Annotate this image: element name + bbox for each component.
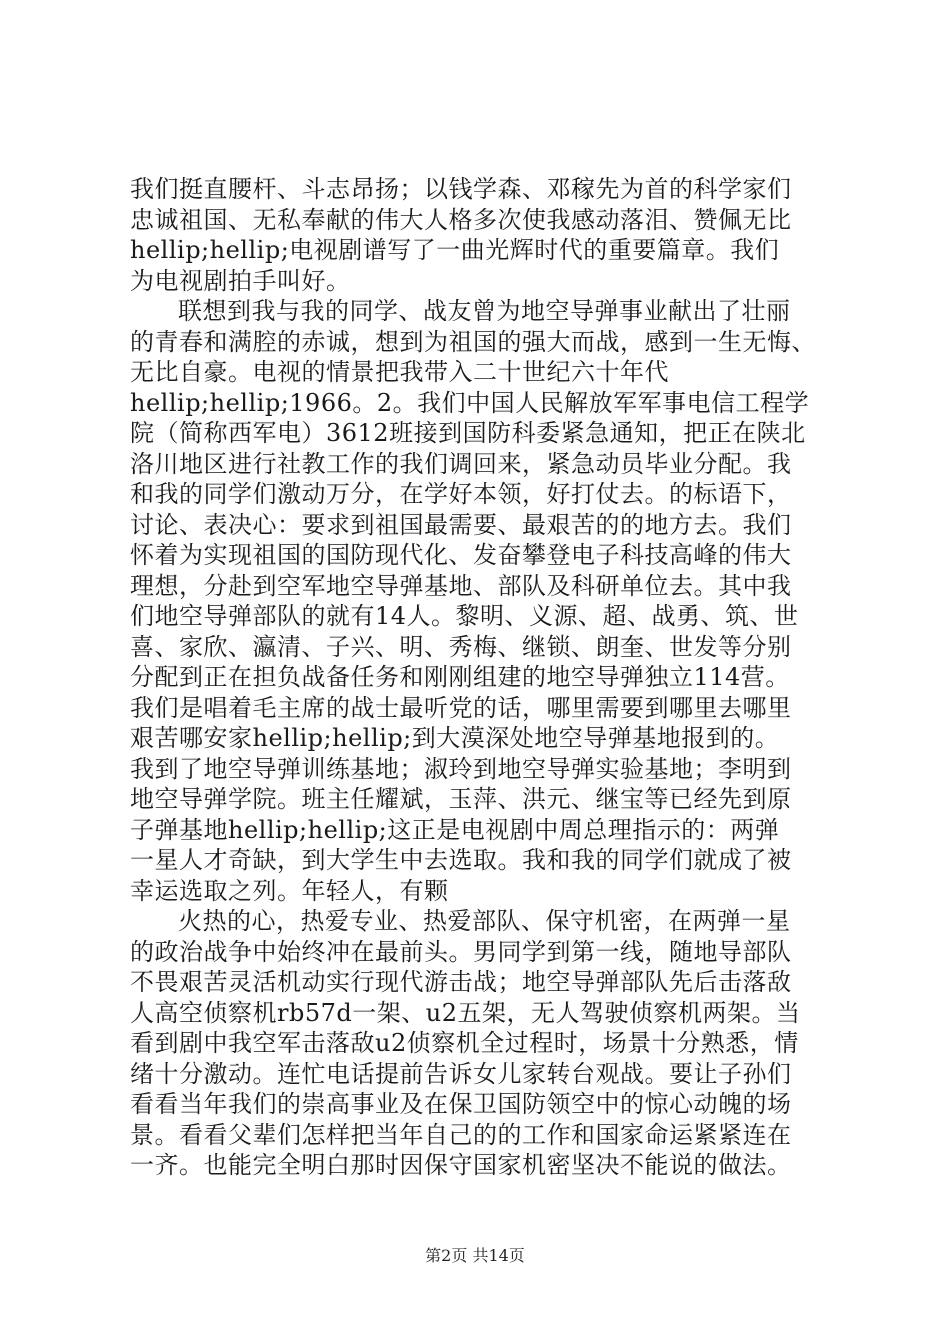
text-line: 洛川地区进行社教工作的我们调回来，紧急动员毕业分配。我 <box>130 449 792 478</box>
text-line: 人高空侦察机rb57d一架、u2五架，无人驾驶侦察机两架。当 <box>130 998 801 1027</box>
text-line: 一齐。也能完全明白那时因保守国家机密坚决不能说的做法。 <box>130 1151 792 1179</box>
text-line: 不畏艰苦灵活机动实行现代游击战；地空导弹部队先后击落敌 <box>130 968 792 996</box>
text-line: 无比自豪。电视的情景把我带入二十世纪六十年代 <box>130 358 669 386</box>
text-line: 我们挺直腰杆、斗志昂扬；以钱学森、邓稼先为首的科学家们 <box>130 175 792 203</box>
text-line: 的青春和满腔的赤诚，想到为祖国的强大而战，感到一生无悔、 <box>130 327 816 356</box>
text-line: 分配到正在担负战备任务和刚刚组建的地空导弹独立114营。 <box>130 663 790 691</box>
text-line: 忠诚祖国、无私奉献的伟大人格多次使我感动落泪、赞佩无比 <box>130 205 792 234</box>
text-line: 联想到我与我的同学、战友曾为地空导弹事业献出了壮丽 <box>178 297 791 325</box>
text-line: 绪十分激动。连忙电话提前告诉女儿家转台观战。要让子孙们 <box>130 1059 792 1088</box>
page-footer: 第2页 共14页 <box>425 1246 525 1265</box>
text-line: 的政治战争中始终冲在最前头。男同学到第一线，随地导部队 <box>130 937 792 966</box>
body-text <box>130 174 830 1181</box>
text-line: 看看当年我们的崇高事业及在保卫国防领空中的惊心动魄的场 <box>130 1090 792 1118</box>
text-line: 院（简称西军电）3612班接到国防科委紧急通知，把正在陕北 <box>130 419 806 447</box>
text-line: hellip;hellip;电视剧谱写了一曲光辉时代的重要篇章。我们 <box>130 236 780 264</box>
text-line: 艰苦哪安家hellip;hellip;到大漠深处地空导弹基地报到的。 <box>130 724 780 752</box>
text-line: 一星人才奇缺，到大学生中去选取。我和我的同学们就成了被 <box>130 846 792 874</box>
text-line: 地空导弹学院。班主任耀斌，玉萍、洪元、继宝等已经先到原 <box>130 785 792 813</box>
text-line: 怀着为实现祖国的国防现代化、发奋攀登电子科技高峰的伟大 <box>130 541 792 569</box>
text-line: 幸运选取之列。年轻人，有颗 <box>130 876 449 905</box>
text-line: 为电视剧拍手叫好。 <box>130 266 351 295</box>
text-line: 喜、家欣、瀛清、子兴、明、秀梅、继锁、朗奎、世发等分别 <box>130 632 792 661</box>
text-line: 我到了地空导弹训练基地；淑玲到地空导弹实验基地；李明到 <box>130 754 792 783</box>
text-line: 景。看看父辈们怎样把当年自己的的工作和国家命运紧紧连在 <box>130 1120 792 1149</box>
text-line: 和我的同学们激动万分，在学好本领，好打仗去。的标语下， <box>130 480 792 508</box>
text-line: 理想，分赴到空军地空导弹基地、部队及科研单位去。其中我 <box>130 571 792 600</box>
text-line: 看到剧中我空军击落敌u2侦察机全过程时，场景十分熟悉，情 <box>130 1029 799 1057</box>
text-line: 们地空导弹部队的就有14人。黎明、义源、超、战勇、筑、世 <box>130 602 799 630</box>
text-line: 子弹基地hellip;hellip;这正是电视剧中周总理指示的：两弹 <box>130 815 780 844</box>
text-line: hellip;hellip;1966。2。我们中国人民解放军军事电信工程学 <box>130 388 810 417</box>
text-line: 讨论、表决心：要求到祖国最需要、最艰苦的的地方去。我们 <box>130 510 792 539</box>
text-line: 我们是唱着毛主席的战士最听党的话，哪里需要到哪里去哪里 <box>130 693 792 722</box>
text-line: 火热的心，热爱专业、热爱部队、保守机密，在两弹一星 <box>178 907 791 935</box>
